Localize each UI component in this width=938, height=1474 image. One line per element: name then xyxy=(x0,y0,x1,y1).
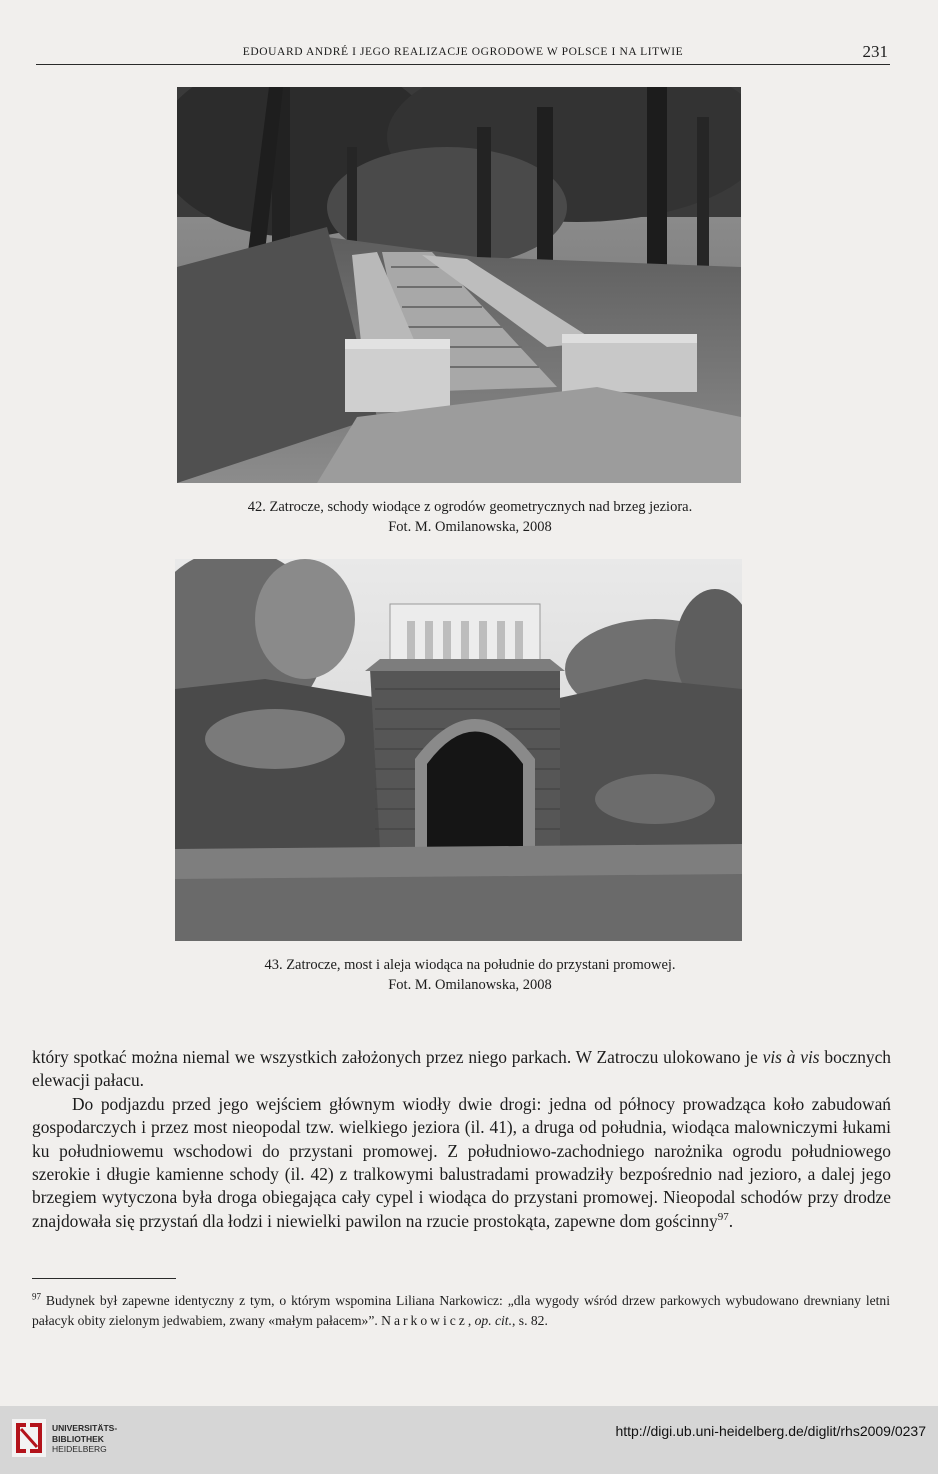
figure-43-caption-title: 43. Zatrocze, most i aleja wiodąca na południe do przystani promowej. xyxy=(264,957,676,973)
figure-42-caption-title: 42. Zatrocze, schody wiodące z ogrodów geometrycznych nad brzeg jeziora. xyxy=(247,499,693,515)
figure-42-photo-credit: Fot. M. Omilanowska, 2008 xyxy=(388,519,552,535)
bridge-photo-illustration xyxy=(175,559,742,941)
footnote-op-cit: op. cit. xyxy=(474,1313,512,1328)
footnote-number: 97 xyxy=(32,1291,41,1302)
figure-43-photo xyxy=(175,559,742,941)
footnote-author: Narkowicz xyxy=(381,1313,468,1328)
figure-43-photo-credit: Fot. M. Omilanowska, 2008 xyxy=(388,977,552,993)
library-logo-icon xyxy=(12,1419,46,1462)
figure-43-caption xyxy=(120,955,820,995)
staircase-photo-illustration xyxy=(177,87,741,483)
footnote-reference: 97 xyxy=(717,1211,729,1224)
running-title: EDOUARD ANDRÉ I JEGO REALIZACJE OGRODOWE W POLSCE I NA LITWIE xyxy=(242,46,684,58)
page-number: 231 xyxy=(862,42,888,61)
library-name: UNIVERSITÄTS- BIBLIOTHEK HEIDELBERG xyxy=(52,1423,118,1454)
permalink-url[interactable]: http://digi.ub.uni-heidelberg.de/diglit/rhs2009/0237 xyxy=(615,1423,926,1439)
footnote-97: $^{97}$ Budynek był zapewne identyczny z tym, o którym wspomina Liliana Narkowicz: „dla wygody wśród drzew parkowych wybudowano drewniany letni pałacyk obity zielonym jedwabiem, zwany «małym pałacem»”. Narkowicz, op. cit., s. 82. xyxy=(32,1291,890,1328)
figure-42-caption xyxy=(120,497,820,537)
footnote-separator xyxy=(32,1278,176,1279)
paragraph-continuation: który spotkać można niemal we wszystkich założonych przez niego parkach. W Zatroczu ulokowano je vis à vis bocznych elewacji pałacu. xyxy=(32,1047,892,1091)
paragraph-roads: Do podjazdu przed jego wejściem głównym wiodły dwie drogi: jedna od północy prowadząca koło zabudowań gospodarczych i przez most nieopodal tzw. wielkiego jeziora (il. 41), a druga od południa, wiodąca malowniczymi łukami ku południowemu wschodowi do przystani promowej. Z południowo-zachodniego narożnika ogrodu południowego szerokie i długie kamienne schody (il. 42) z tralkowymi balustradami prowadziły bezpośrednio nad jezioro, a dalej jego brzegiem wytyczona była droga obiegająca cały cypel i wiodąca do przystani promowej. Nieopodal schodów przy drodze znajdowała się przystań dla łodzi i niewielki pawilon na rzucie prostokąta, zapewne dom gościnny$^{97}$. xyxy=(32,1093,891,1231)
figure-42-photo xyxy=(177,87,741,483)
running-header xyxy=(36,44,890,65)
digitization-footer xyxy=(0,1406,938,1474)
italic-phrase: vis à vis xyxy=(762,1047,820,1067)
body-text xyxy=(32,1046,891,1233)
